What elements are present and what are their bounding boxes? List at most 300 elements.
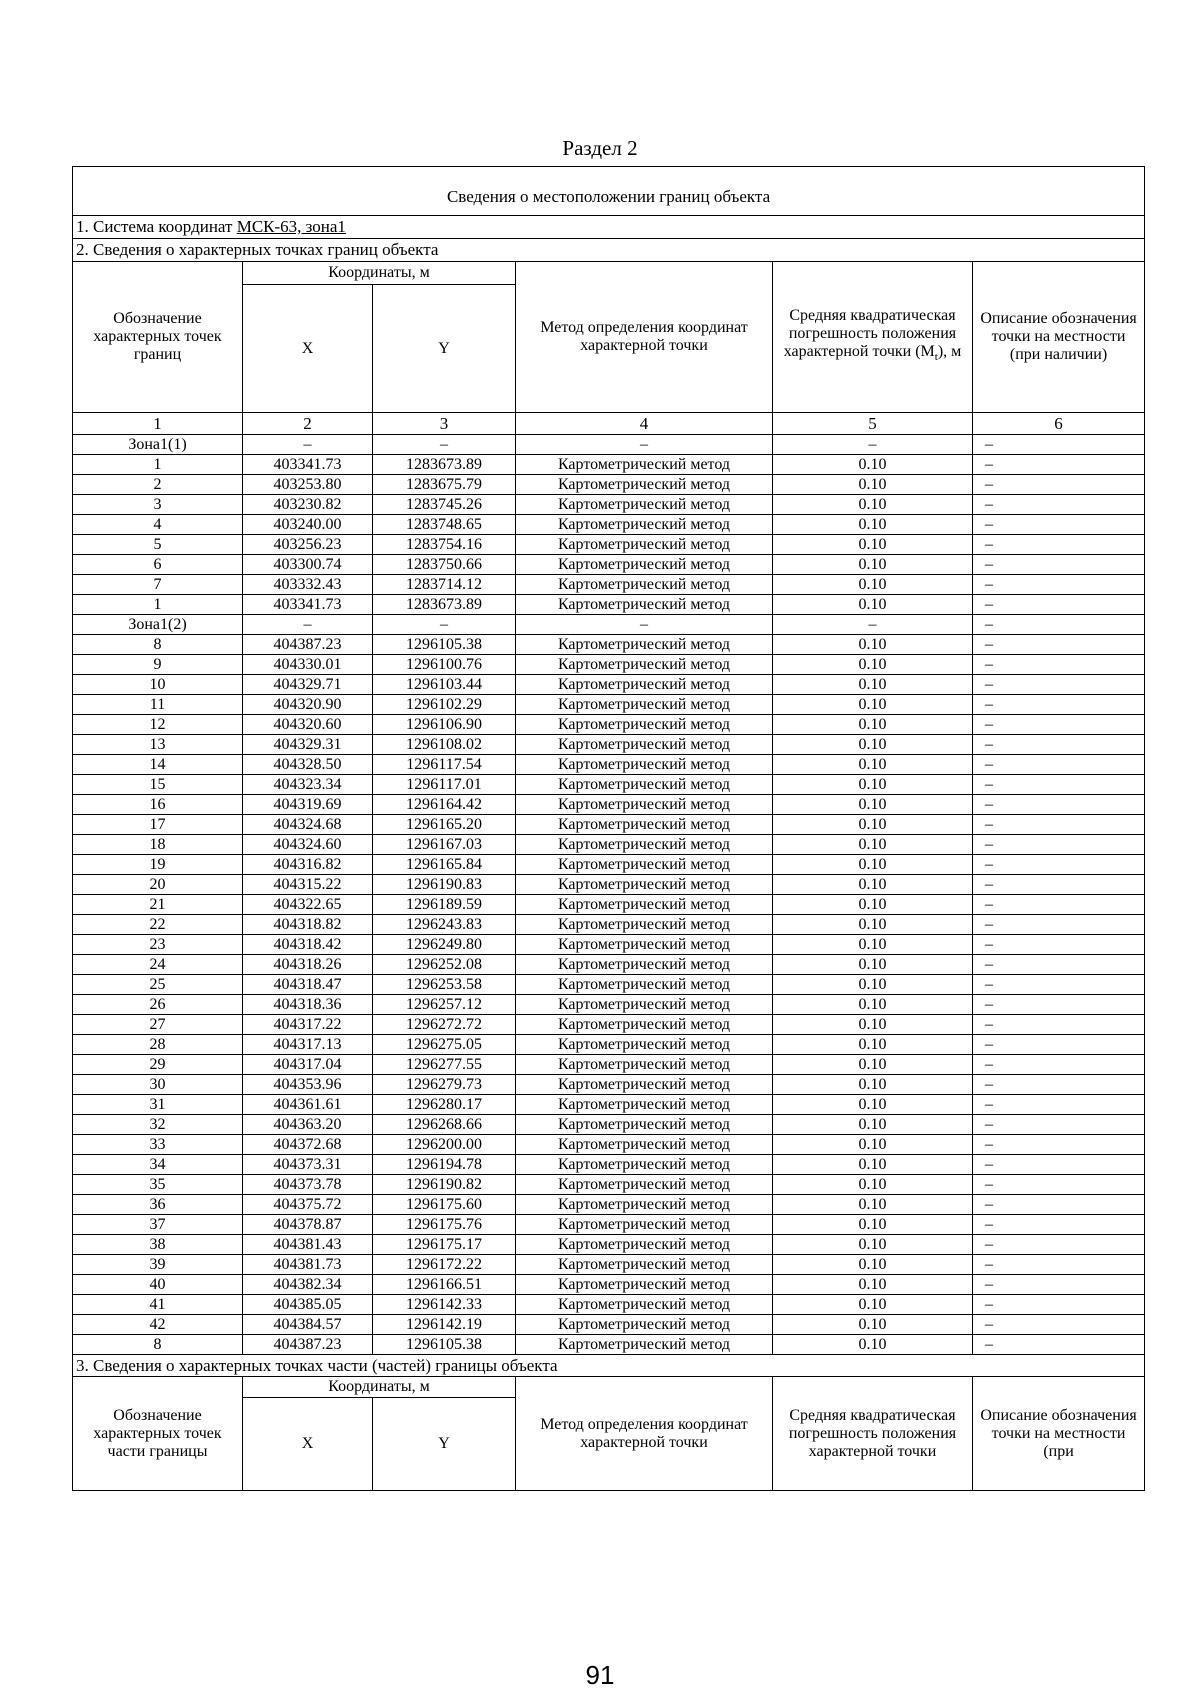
cell-accuracy: 0.10 <box>773 455 973 475</box>
table-row <box>73 1235 1145 1255</box>
header-accuracy-tail: ), м <box>937 343 962 361</box>
cell-x-coordinate: 404324.68 <box>243 815 373 835</box>
cell-x-coordinate: 404317.04 <box>243 1055 373 1075</box>
cell-description: – <box>973 555 1145 575</box>
cell-description: – <box>973 495 1145 515</box>
cell-x-coordinate: 403341.73 <box>243 595 373 615</box>
cell-description: – <box>973 515 1145 535</box>
cell-x-coordinate: 404387.23 <box>243 635 373 655</box>
cell-method: Картометрический метод <box>516 815 773 835</box>
table-row <box>73 835 1145 855</box>
cell-x-coordinate: 404373.31 <box>243 1155 373 1175</box>
cell-x-coordinate: 404329.71 <box>243 675 373 695</box>
table-row <box>73 1315 1145 1335</box>
cell-method: Картометрический метод <box>516 635 773 655</box>
header-y: Y <box>373 285 516 413</box>
cell-point-designation: 15 <box>73 775 243 795</box>
cell-x-coordinate: 404382.34 <box>243 1275 373 1295</box>
parts-header-method: Метод определения координат характерной точки <box>516 1377 773 1491</box>
cell-point-designation: 14 <box>73 755 243 775</box>
cell-point-designation: 25 <box>73 975 243 995</box>
column-number: 5 <box>773 413 973 435</box>
cell-point-designation: 8 <box>73 1335 243 1355</box>
cell-description: – <box>973 1135 1145 1155</box>
cell-point-designation: Зона1(1) <box>73 435 243 455</box>
cell-method: Картометрический метод <box>516 1295 773 1315</box>
cell-accuracy: 0.10 <box>773 1275 973 1295</box>
cell-x-coordinate: 403253.80 <box>243 475 373 495</box>
cell-point-designation: 12 <box>73 715 243 735</box>
cell-x-coordinate: 404318.82 <box>243 915 373 935</box>
column-numbers-row <box>73 413 1145 435</box>
cell-point-designation: 19 <box>73 855 243 875</box>
cell-description: – <box>973 815 1145 835</box>
cell-y-coordinate: – <box>373 435 516 455</box>
cell-point-designation: 17 <box>73 815 243 835</box>
cell-x-coordinate: 404328.50 <box>243 755 373 775</box>
cell-description: – <box>973 1235 1145 1255</box>
table-row <box>73 575 1145 595</box>
cell-description: – <box>973 975 1145 995</box>
cell-description: – <box>973 1075 1145 1095</box>
cell-y-coordinate: 1296194.78 <box>373 1155 516 1175</box>
table-row <box>73 595 1145 615</box>
cell-method: Картометрический метод <box>516 1015 773 1035</box>
cell-accuracy: 0.10 <box>773 1175 973 1195</box>
table-row <box>73 1155 1145 1175</box>
cell-accuracy: 0.10 <box>773 1115 973 1135</box>
section-title: Раздел 2 <box>562 136 638 160</box>
table-row <box>73 1215 1145 1235</box>
cell-method: Картометрический метод <box>516 655 773 675</box>
cell-y-coordinate: 1296166.51 <box>373 1275 516 1295</box>
cell-x-coordinate: 403240.00 <box>243 515 373 535</box>
cell-x-coordinate: 404323.34 <box>243 775 373 795</box>
cell-x-coordinate: 404318.26 <box>243 955 373 975</box>
table-row <box>73 455 1145 475</box>
cell-x-coordinate: 404318.42 <box>243 935 373 955</box>
parts-section-label: 3. Сведения о характерных точках части (частей) границы объекта <box>73 1355 1145 1377</box>
cell-accuracy: 0.10 <box>773 715 973 735</box>
table-row <box>73 1295 1145 1315</box>
cell-accuracy: 0.10 <box>773 475 973 495</box>
cell-x-coordinate: 404324.60 <box>243 835 373 855</box>
table-row <box>73 955 1145 975</box>
cell-point-designation: Зона1(2) <box>73 615 243 635</box>
table-row <box>73 815 1145 835</box>
cell-accuracy: 0.10 <box>773 1335 973 1355</box>
cell-method: Картометрический метод <box>516 1055 773 1075</box>
cell-x-coordinate: 404361.61 <box>243 1095 373 1115</box>
cell-description: – <box>973 1335 1145 1355</box>
cell-point-designation: 16 <box>73 795 243 815</box>
cell-y-coordinate: 1296117.01 <box>373 775 516 795</box>
cell-point-designation: 3 <box>73 495 243 515</box>
parts-header-accuracy: Средняя квадратическая погрешность положения характерной точки <box>773 1377 973 1491</box>
cell-method: Картометрический метод <box>516 775 773 795</box>
cell-description: – <box>973 435 1145 455</box>
cell-y-coordinate: 1296253.58 <box>373 975 516 995</box>
cell-method: Картометрический метод <box>516 475 773 495</box>
cell-accuracy: 0.10 <box>773 915 973 935</box>
cell-x-coordinate: 404317.22 <box>243 1015 373 1035</box>
cell-x-coordinate: 404318.47 <box>243 975 373 995</box>
table-row <box>73 1075 1145 1095</box>
cell-point-designation: 24 <box>73 955 243 975</box>
cell-point-designation: 22 <box>73 915 243 935</box>
cell-point-designation: 38 <box>73 1235 243 1255</box>
cell-method: Картометрический метод <box>516 1135 773 1155</box>
points-section-label: 2. Сведения о характерных точках границ объекта <box>73 239 1145 262</box>
cell-x-coordinate: – <box>243 615 373 635</box>
cell-accuracy: 0.10 <box>773 955 973 975</box>
cell-y-coordinate: 1296279.73 <box>373 1075 516 1095</box>
column-number: 3 <box>373 413 516 435</box>
cell-point-designation: 13 <box>73 735 243 755</box>
cell-description: – <box>973 695 1145 715</box>
cell-y-coordinate: 1296108.02 <box>373 735 516 755</box>
cell-y-coordinate: 1296277.55 <box>373 1055 516 1075</box>
cell-accuracy: 0.10 <box>773 1295 973 1315</box>
table-row <box>73 855 1145 875</box>
cell-x-coordinate: 404363.20 <box>243 1115 373 1135</box>
cell-method: Картометрический метод <box>516 975 773 995</box>
table-row <box>73 1195 1145 1215</box>
cell-description: – <box>973 1115 1145 1135</box>
cell-description: – <box>973 635 1145 655</box>
cell-method: Картометрический метод <box>516 755 773 775</box>
cell-method: Картометрический метод <box>516 1155 773 1175</box>
cell-description: – <box>973 995 1145 1015</box>
cell-y-coordinate: 1283750.66 <box>373 555 516 575</box>
cell-y-coordinate: – <box>373 615 516 635</box>
cell-accuracy: 0.10 <box>773 1095 973 1115</box>
cell-method: Картометрический метод <box>516 1115 773 1135</box>
cell-point-designation: 41 <box>73 1295 243 1315</box>
table-row <box>73 895 1145 915</box>
cell-method: Картометрический метод <box>516 1235 773 1255</box>
cell-method: Картометрический метод <box>516 1275 773 1295</box>
cell-point-designation: 37 <box>73 1215 243 1235</box>
cell-point-designation: 18 <box>73 835 243 855</box>
cell-description: – <box>973 955 1145 975</box>
cell-description: – <box>973 915 1145 935</box>
zone-row <box>73 615 1145 635</box>
cell-x-coordinate: 404319.69 <box>243 795 373 815</box>
cell-y-coordinate: 1296249.80 <box>373 935 516 955</box>
cell-method: Картометрический метод <box>516 1215 773 1235</box>
cell-method: – <box>516 435 773 455</box>
cell-description: – <box>973 1275 1145 1295</box>
table-row <box>73 775 1145 795</box>
cell-description: – <box>973 615 1145 635</box>
cell-description: – <box>973 675 1145 695</box>
cell-x-coordinate: 404329.31 <box>243 735 373 755</box>
table-row <box>73 1175 1145 1195</box>
cell-accuracy: – <box>773 435 973 455</box>
cell-method: Картометрический метод <box>516 875 773 895</box>
cell-accuracy: 0.10 <box>773 1255 973 1275</box>
cell-description: – <box>973 835 1145 855</box>
cell-description: – <box>973 775 1145 795</box>
cell-y-coordinate: 1283673.89 <box>373 595 516 615</box>
cell-method: Картометрический метод <box>516 995 773 1015</box>
cell-x-coordinate: 404320.60 <box>243 715 373 735</box>
cell-accuracy: 0.10 <box>773 675 973 695</box>
zone-row <box>73 435 1145 455</box>
coord-system-label: 1. Система координат <box>76 217 237 236</box>
cell-x-coordinate: 404375.72 <box>243 1195 373 1215</box>
cell-y-coordinate: 1296142.33 <box>373 1295 516 1315</box>
column-number: 4 <box>516 413 773 435</box>
cell-y-coordinate: 1296272.72 <box>373 1015 516 1035</box>
cell-y-coordinate: 1296100.76 <box>373 655 516 675</box>
cell-point-designation: 34 <box>73 1155 243 1175</box>
cell-point-designation: 31 <box>73 1095 243 1115</box>
cell-y-coordinate: 1296243.83 <box>373 915 516 935</box>
cell-point-designation: 26 <box>73 995 243 1015</box>
cell-point-designation: 27 <box>73 1015 243 1035</box>
cell-method: Картометрический метод <box>516 595 773 615</box>
table-row <box>73 1035 1145 1055</box>
cell-x-coordinate: 404315.22 <box>243 875 373 895</box>
cell-accuracy: 0.10 <box>773 495 973 515</box>
cell-x-coordinate: 403300.74 <box>243 555 373 575</box>
cell-method: Картометрический метод <box>516 1035 773 1055</box>
cell-point-designation: 23 <box>73 935 243 955</box>
cell-description: – <box>973 1015 1145 1035</box>
cell-x-coordinate: 404373.78 <box>243 1175 373 1195</box>
table-row <box>73 795 1145 815</box>
cell-y-coordinate: 1283673.89 <box>373 455 516 475</box>
parts-header-point-designation: Обозначение характерных точек части границы <box>73 1377 243 1491</box>
header-x: X <box>243 285 373 413</box>
cell-method: Картометрический метод <box>516 1255 773 1275</box>
cell-point-designation: 1 <box>73 455 243 475</box>
cell-description: – <box>973 875 1145 895</box>
cell-y-coordinate: 1283748.65 <box>373 515 516 535</box>
cell-x-coordinate: 404316.82 <box>243 855 373 875</box>
cell-x-coordinate: 404378.87 <box>243 1215 373 1235</box>
header-method: Метод определения координат характерной точки <box>516 262 773 413</box>
cell-method: Картометрический метод <box>516 515 773 535</box>
cell-description: – <box>973 455 1145 475</box>
cell-y-coordinate: 1296165.84 <box>373 855 516 875</box>
cell-description: – <box>973 655 1145 675</box>
parts-header-description: Описание обозначения точки на местности (при <box>973 1377 1145 1491</box>
cell-accuracy: 0.10 <box>773 1135 973 1155</box>
cell-y-coordinate: 1296257.12 <box>373 995 516 1015</box>
boundary-table <box>72 166 1145 1491</box>
cell-y-coordinate: 1296190.83 <box>373 875 516 895</box>
cell-x-coordinate: 403341.73 <box>243 455 373 475</box>
cell-y-coordinate: 1296280.17 <box>373 1095 516 1115</box>
cell-y-coordinate: 1296164.42 <box>373 795 516 815</box>
cell-accuracy: 0.10 <box>773 1015 973 1035</box>
cell-y-coordinate: 1296103.44 <box>373 675 516 695</box>
table-row <box>73 695 1145 715</box>
table-row <box>73 735 1145 755</box>
cell-description: – <box>973 735 1145 755</box>
cell-accuracy: 0.10 <box>773 1075 973 1095</box>
header-description: Описание обозначения точки на местности (при наличии) <box>973 262 1145 413</box>
cell-point-designation: 33 <box>73 1135 243 1155</box>
cell-description: – <box>973 895 1145 915</box>
table-row <box>73 1055 1145 1075</box>
table-row <box>73 535 1145 555</box>
cell-accuracy: 0.10 <box>773 535 973 555</box>
cell-method: – <box>516 615 773 635</box>
cell-description: – <box>973 1155 1145 1175</box>
cell-x-coordinate: 404318.36 <box>243 995 373 1015</box>
cell-x-coordinate: 404320.90 <box>243 695 373 715</box>
cell-y-coordinate: 1296172.22 <box>373 1255 516 1275</box>
cell-description: – <box>973 1215 1145 1235</box>
cell-point-designation: 20 <box>73 875 243 895</box>
cell-description: – <box>973 1095 1145 1115</box>
cell-accuracy: 0.10 <box>773 515 973 535</box>
cell-accuracy: 0.10 <box>773 555 973 575</box>
page-number: 91 <box>585 1660 615 1690</box>
cell-description: – <box>973 1035 1145 1055</box>
cell-y-coordinate: 1296200.00 <box>373 1135 516 1155</box>
table-row <box>73 1255 1145 1275</box>
parts-section-row <box>73 1355 1145 1377</box>
cell-accuracy: 0.10 <box>773 855 973 875</box>
cell-y-coordinate: 1296275.05 <box>373 1035 516 1055</box>
cell-method: Картометрический метод <box>516 1335 773 1355</box>
table-row <box>73 995 1145 1015</box>
table-row <box>73 915 1145 935</box>
cell-y-coordinate: 1296106.90 <box>373 715 516 735</box>
cell-y-coordinate: 1283714.12 <box>373 575 516 595</box>
coord-system-value: МСК-63, зона1 <box>236 217 346 236</box>
cell-accuracy: 0.10 <box>773 935 973 955</box>
cell-x-coordinate: 404322.65 <box>243 895 373 915</box>
cell-method: Картометрический метод <box>516 1095 773 1115</box>
table-row <box>73 1095 1145 1115</box>
cell-method: Картометрический метод <box>516 555 773 575</box>
cell-accuracy: 0.10 <box>773 995 973 1015</box>
header-point-designation: Обозначение характерных точек границ <box>73 262 243 413</box>
cell-description: – <box>973 755 1145 775</box>
cell-method: Картометрический метод <box>516 1195 773 1215</box>
cell-point-designation: 35 <box>73 1175 243 1195</box>
cell-method: Картометрический метод <box>516 895 773 915</box>
cell-method: Картометрический метод <box>516 1175 773 1195</box>
cell-method: Картометрический метод <box>516 1315 773 1335</box>
header-accuracy <box>773 262 973 413</box>
cell-x-coordinate: 404381.43 <box>243 1235 373 1255</box>
cell-accuracy: 0.10 <box>773 775 973 795</box>
cell-accuracy: 0.10 <box>773 1215 973 1235</box>
cell-point-designation: 5 <box>73 535 243 555</box>
cell-point-designation: 40 <box>73 1275 243 1295</box>
cell-y-coordinate: 1296167.03 <box>373 835 516 855</box>
cell-y-coordinate: 1296189.59 <box>373 895 516 915</box>
header-row-1 <box>73 262 1145 285</box>
cell-method: Картометрический метод <box>516 835 773 855</box>
cell-method: Картометрический метод <box>516 855 773 875</box>
table-row <box>73 975 1145 995</box>
cell-point-designation: 8 <box>73 635 243 655</box>
cell-method: Картометрический метод <box>516 455 773 475</box>
cell-method: Картометрический метод <box>516 575 773 595</box>
cell-method: Картометрический метод <box>516 795 773 815</box>
cell-accuracy: 0.10 <box>773 1035 973 1055</box>
cell-y-coordinate: 1296175.60 <box>373 1195 516 1215</box>
cell-description: – <box>973 1315 1145 1335</box>
cell-accuracy: 0.10 <box>773 735 973 755</box>
cell-x-coordinate: 404353.96 <box>243 1075 373 1095</box>
cell-method: Картометрический метод <box>516 695 773 715</box>
cell-method: Картометрический метод <box>516 675 773 695</box>
cell-y-coordinate: 1296142.19 <box>373 1315 516 1335</box>
cell-description: – <box>973 1255 1145 1275</box>
cell-accuracy: 0.10 <box>773 815 973 835</box>
table-row <box>73 715 1145 735</box>
table-title-row <box>73 167 1145 216</box>
table-row <box>73 1135 1145 1155</box>
cell-y-coordinate: 1296175.17 <box>373 1235 516 1255</box>
cell-accuracy: – <box>773 615 973 635</box>
header-accuracy-sub: t <box>934 351 938 364</box>
cell-description: – <box>973 1175 1145 1195</box>
cell-accuracy: 0.10 <box>773 1315 973 1335</box>
cell-point-designation: 30 <box>73 1075 243 1095</box>
cell-accuracy: 0.10 <box>773 1155 973 1175</box>
column-number: 6 <box>973 413 1145 435</box>
header-accuracy-text: Средняя квадратическая погрешность положения характерной точки (M <box>783 307 957 361</box>
table-row <box>73 755 1145 775</box>
cell-point-designation: 9 <box>73 655 243 675</box>
table-row <box>73 675 1145 695</box>
table-row <box>73 1015 1145 1035</box>
table-row <box>73 635 1145 655</box>
cell-point-designation: 29 <box>73 1055 243 1075</box>
table-row <box>73 655 1145 675</box>
cell-accuracy: 0.10 <box>773 835 973 855</box>
cell-accuracy: 0.10 <box>773 975 973 995</box>
points-section-row <box>73 239 1145 262</box>
table-row <box>73 935 1145 955</box>
cell-description: – <box>973 575 1145 595</box>
cell-description: – <box>973 1195 1145 1215</box>
cell-y-coordinate: 1296105.38 <box>373 1335 516 1355</box>
table-row <box>73 1115 1145 1135</box>
table-row <box>73 475 1145 495</box>
cell-x-coordinate: 403230.82 <box>243 495 373 515</box>
cell-accuracy: 0.10 <box>773 575 973 595</box>
cell-method: Картометрический метод <box>516 955 773 975</box>
cell-y-coordinate: 1296268.66 <box>373 1115 516 1135</box>
cell-description: – <box>973 1295 1145 1315</box>
cell-x-coordinate: – <box>243 435 373 455</box>
parts-header-y: Y <box>373 1398 516 1491</box>
cell-accuracy: 0.10 <box>773 895 973 915</box>
cell-description: – <box>973 1055 1145 1075</box>
table-row <box>73 1335 1145 1355</box>
cell-y-coordinate: 1296175.76 <box>373 1215 516 1235</box>
cell-y-coordinate: 1283675.79 <box>373 475 516 495</box>
cell-method: Картометрический метод <box>516 735 773 755</box>
table-title: Сведения о местоположении границ объекта <box>73 167 1145 216</box>
cell-y-coordinate: 1296105.38 <box>373 635 516 655</box>
cell-description: – <box>973 595 1145 615</box>
table-row <box>73 495 1145 515</box>
cell-method: Картометрический метод <box>516 915 773 935</box>
table-row <box>73 875 1145 895</box>
